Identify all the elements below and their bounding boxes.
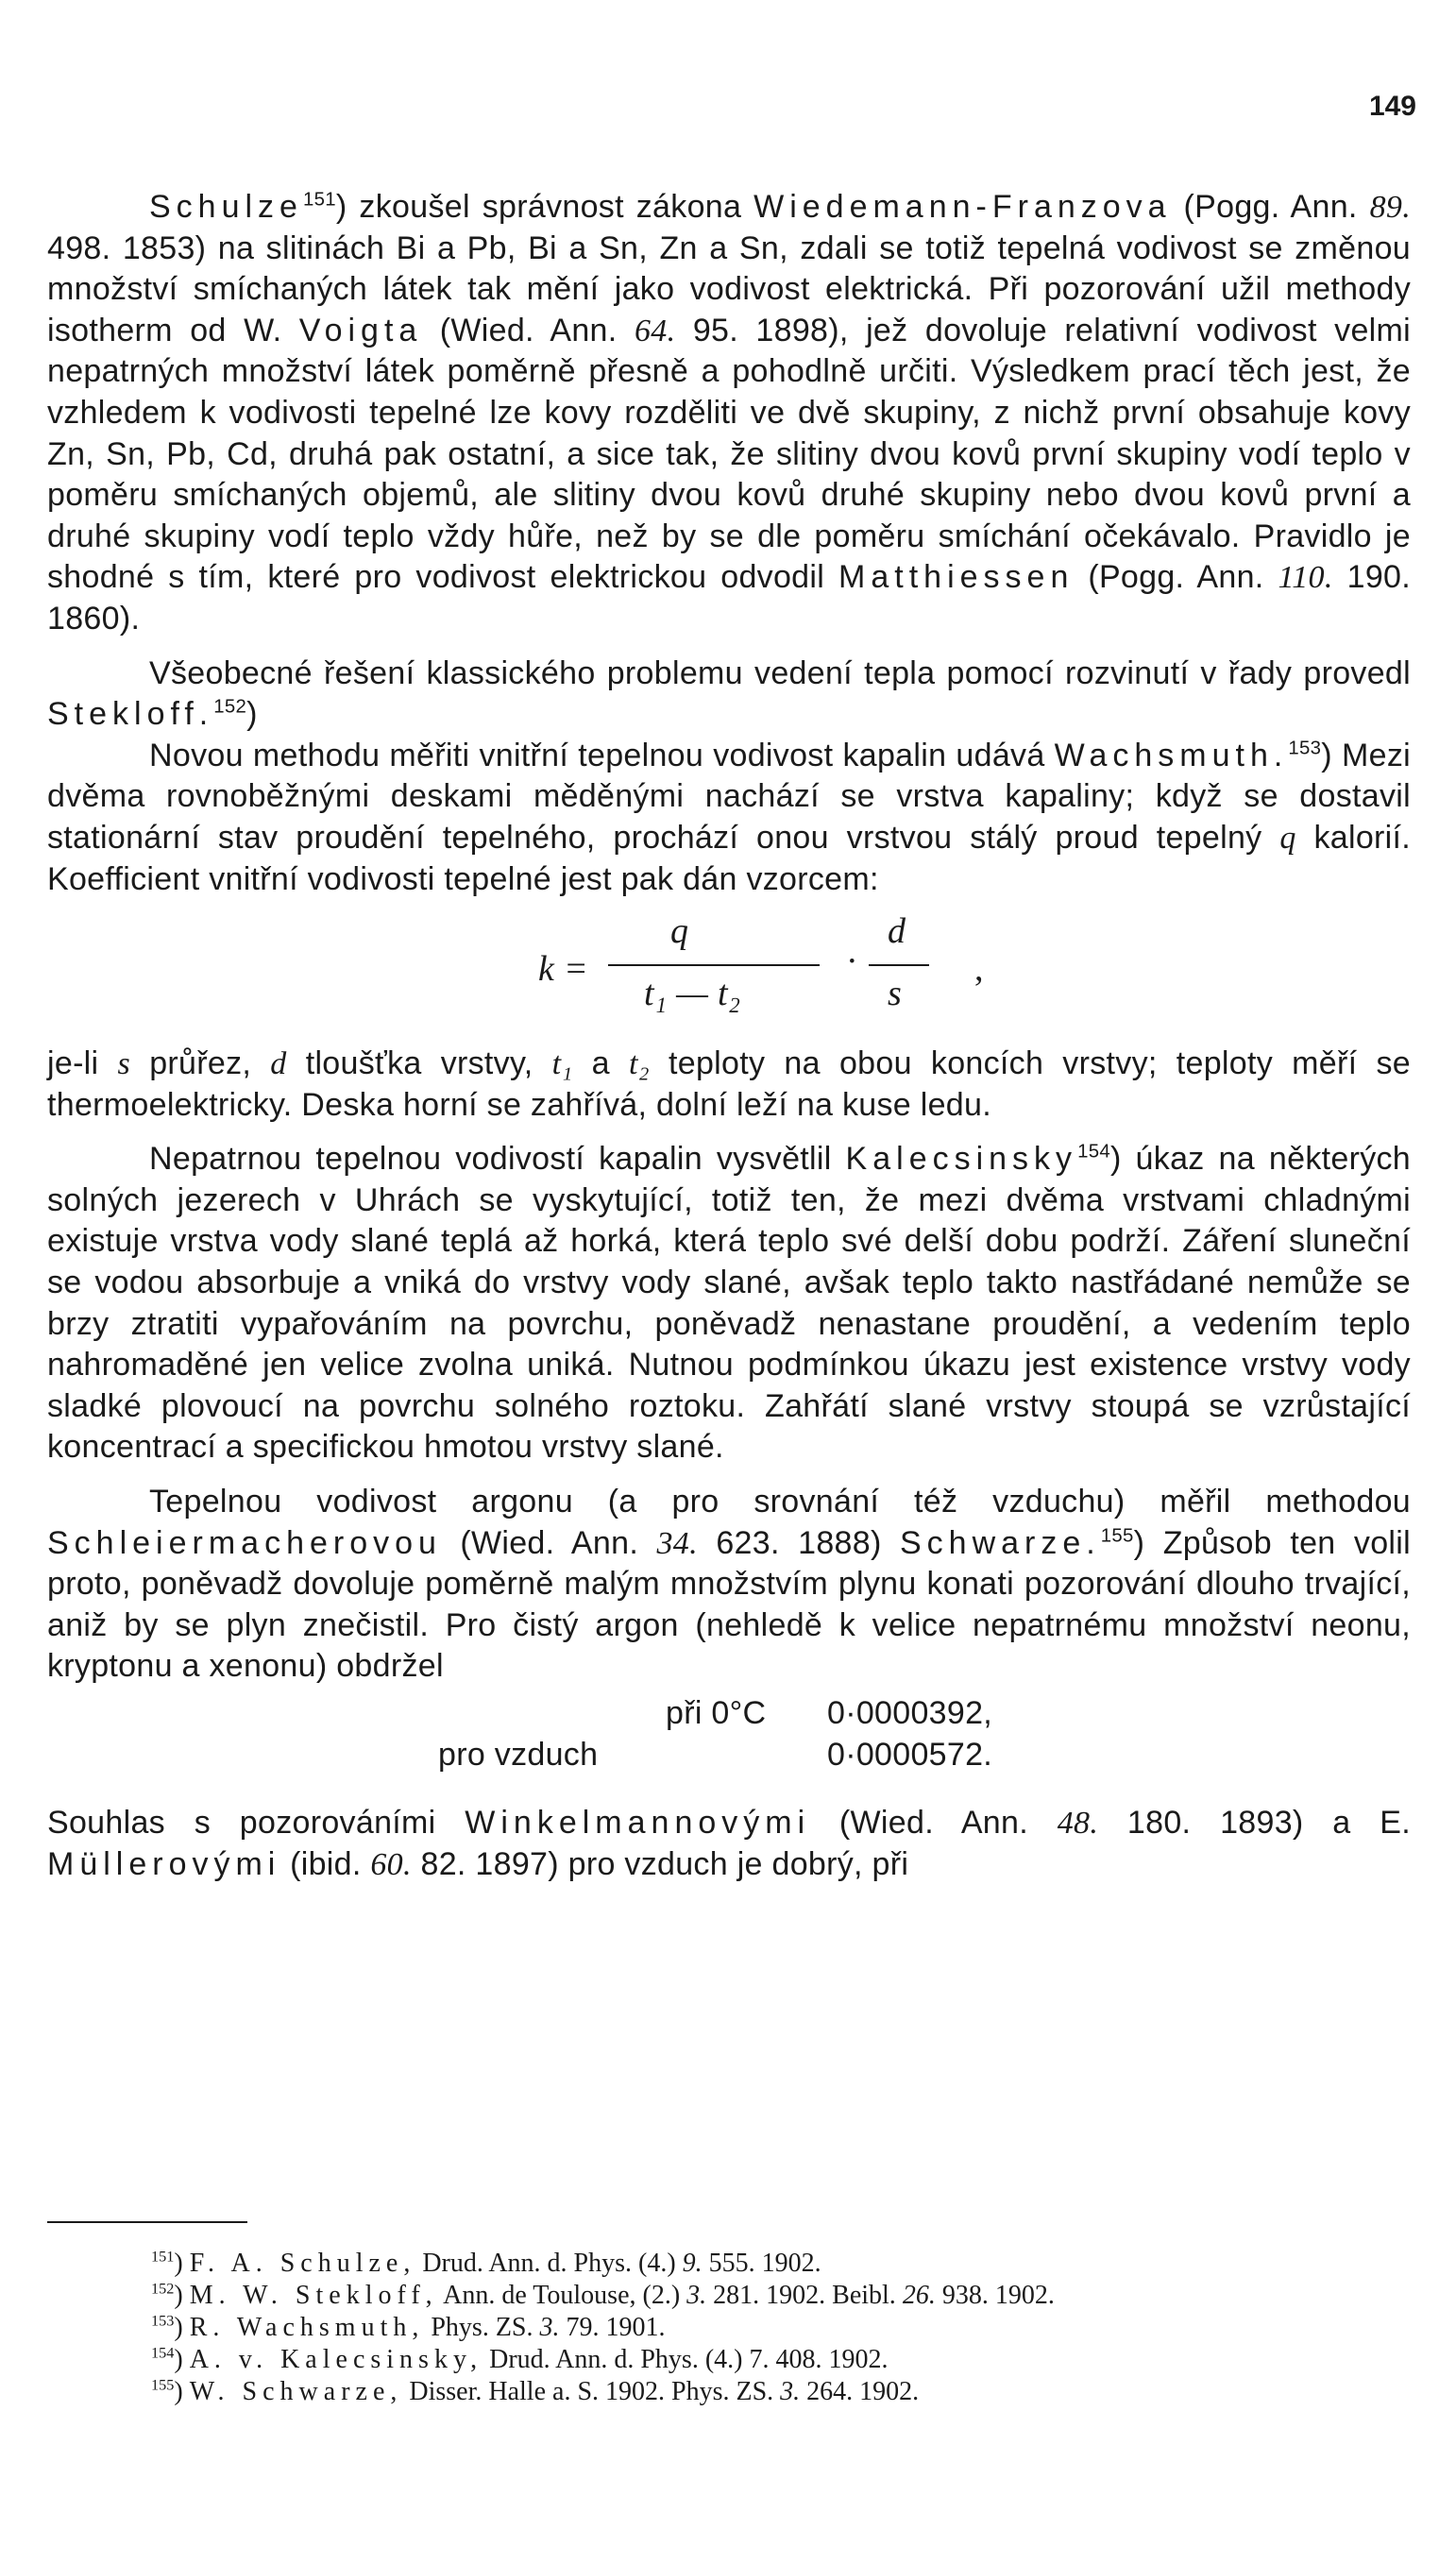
volume-number: 48.	[1057, 1806, 1099, 1841]
author-name: Wachsmuth.	[1054, 737, 1289, 773]
footnote-ref: 152	[213, 696, 247, 718]
formula-comma: ,	[974, 949, 984, 990]
author-name: Winkelmannovými	[465, 1805, 811, 1841]
formula-numerator-d: d	[888, 911, 906, 952]
method-name: Schleiermacherovou	[47, 1524, 442, 1561]
author-name: Kalecsinsky	[845, 1141, 1078, 1178]
fraction-bar	[608, 964, 820, 966]
footnote-154: $^{154}$) A. v. Kalecsinsky, Drud. Ann. d. Phys. (4.) 7. 408. 1902.	[151, 2344, 889, 2374]
paragraph-souhlas: Souhlas s pozorováními Winkelmannovými (Wied. Ann. 48. 180. 1893) a E. Müllerovými (ibid. 60. 82. 1897) pro vzduch je dobrý, při	[47, 1805, 1411, 1882]
footnote-151: $^{151}$) F. A. Schulze, Drud. Ann. d. Phys. (4.) 9. 555. 1902.	[151, 2248, 821, 2278]
paragraph-variables: je-li s průřez, d tloušťka vrstvy, t₁ a t₂ teploty na obou koncích vrstvy; teploty měří se thermoelektricky. Deska horní se zahřívá, dolní leží na kuse ledu.	[47, 1045, 1411, 1123]
volume-number: 34.	[656, 1525, 698, 1561]
footnote-ref: 153	[1288, 738, 1322, 759]
paragraph-schulze: Schulze$^{151}$) zkoušel správnost zákona Wiedemann-Franzova (Pogg. Ann. 89. 498. 1853) na slitinách Bi a Pb, Bi a Sn, Zn a Sn, zdali se totiž tepelná vodivost se změnou množství smíchaných látek tak mění jako vodivost elektrická. Při pozorování užil methody isotherm od W. Voigta (Wied. Ann. 64. 95. 1898), jež dovoluje relativní vodivost velmi nepatrných množství látek poměrně přesně a pohodlně určiti. Výsledkem prací těch jest, že vzhledem k vodivosti tepelné lze kovy rozděliti ve dvě skupiny, z nichž první obsahuje kovy Zn, Sn, Pb, Cd, druhá pak ostatní, a sice tak, že slitiny dvou kovů první skupiny vodí teplo v poměru smíchaných objemů, ale slitiny dvou kovů druhé skupiny nebo dvou kovů první a druhé skupiny vodí teplo vždy hůře, než by se dle poměru smíchání očekávalo. Pravidlo je shodné s tím, které pro vodivost elektrickou odvodil Matthiessen (Pogg. Ann. 110. 190. 1860).	[47, 189, 1411, 637]
volume-number: 89.	[1369, 190, 1411, 225]
main-text	[47, 187, 1411, 1885]
footnote-ref: 151	[302, 189, 336, 211]
paragraph-kalecsinsky: Nepatrnou tepelnou vodivostí kapalin vysvětlil Kalecsinsky$^{154}$) úkaz na některých solných jezerech v Uhrách se vyskytující, totiž ten, že mezi dvěma vrstvami chladnými existuje vrstva vody slané teplá až horká, která teplo své delší dobu podrží. Záření sluneční se vodou absorbuje a vniká do vrstvy vody slané, avšak teplo takto nastřádané nemůže se brzy ztratiti vypařováním na povrchu, poněvadž nenastane proudění, a vedením teplo nahromaděné jen velice zvolna uniká. Nutnou podmínkou úkazu jest existence vrstvy vody sladké plovoucí na povrchu solného roztoku. Zahřátí slané vrstvy stoupá se vzrůstající koncentrací a specifickou hmotou vrstvy slané.	[47, 1141, 1412, 1466]
volume-number: 60.	[370, 1846, 412, 1882]
paragraph-schwarze: Tepelnou vodivost argonu (a pro srovnání též vzduchu) měřil methodou Schleiermacherovou (Wied. Ann. 34. 623. 1888) Schwarze.$^{155}$) Způsob ten volil proto, poněvadž dovoluje poměrně malým množstvím plynu konati pozorování dlouho trvající, aniž by se plyn znečistil. Pro čistý argon (nehledě k velice nepatrnému množství neonu, kryptonu a xenonu) obdržel	[47, 1484, 1411, 1685]
author-name: Schwarze.	[900, 1524, 1101, 1561]
author-name: Müllerovými	[47, 1845, 281, 1882]
volume-number: 64.	[634, 313, 676, 348]
conductivity-formula	[47, 911, 1411, 1034]
footnote-rule	[47, 2221, 247, 2223]
author-name: Voigta	[298, 312, 423, 348]
author-name: Matthiessen	[838, 559, 1075, 596]
footnote-152: $^{152}$) M. W. Stekloff, Ann. de Toulouse, (2.) 3. 281. 1902. Beibl. 26. 938. 1902.	[151, 2280, 1055, 2310]
author-name: Schulze	[149, 189, 303, 225]
paragraph-stekloff: Všeobecné řešení klassického problemu vedení tepla pomocí rozvinutí v řady provedl Stekloff.$^{152}$)	[47, 654, 1411, 733]
measured-values	[47, 1693, 1411, 1784]
formula-lhs: k =	[538, 949, 588, 990]
footnote-ref: 155	[1100, 1525, 1134, 1547]
law-name: Wiedemann-Franzova	[753, 189, 1172, 225]
footnotes	[151, 2248, 1416, 2408]
volume-number: 110.	[1278, 560, 1333, 596]
formula-dot: ·	[846, 942, 858, 982]
value-number: 0·0000572.	[827, 1737, 993, 1773]
value-label: při 0°C	[666, 1695, 767, 1731]
footnote-155: $^{155}$) W. Schwarze, Disser. Halle a. S. 1902. Phys. ZS. 3. 264. 1902.	[151, 2376, 920, 2406]
footnote-153: $^{153}$) R. Wachsmuth, Phys. ZS. 3. 79. 1901.	[151, 2312, 666, 2342]
value-label: pro vzduch	[438, 1737, 599, 1773]
formula-numerator-q: q	[670, 911, 689, 952]
page-number: 149	[1368, 91, 1416, 122]
paragraph-wachsmuth: Novou methodu měřiti vnitřní tepelnou vodivost kapalin udává Wachsmuth.$^{153}$) Mezi dvěma rovnoběžnými deskami měděnými nachází se vrstva kapaliny; když se dostavil stationární stav proudění tepelného, prochází onou vrstvou stálý proud tepelný q kalorií. Koefficient vnitřní vodivosti tepelné jest pak dán vzorcem:	[47, 737, 1411, 897]
value-number: 0·0000392,	[827, 1695, 993, 1731]
variable-q: q	[1279, 820, 1296, 856]
fraction-bar	[869, 964, 929, 966]
author-name: Stekloff.	[47, 696, 214, 733]
footnote-ref: 154	[1077, 1141, 1110, 1163]
formula-denominator-t: t₁ — t₂	[644, 974, 741, 1014]
formula-denominator-s: s	[888, 974, 903, 1014]
